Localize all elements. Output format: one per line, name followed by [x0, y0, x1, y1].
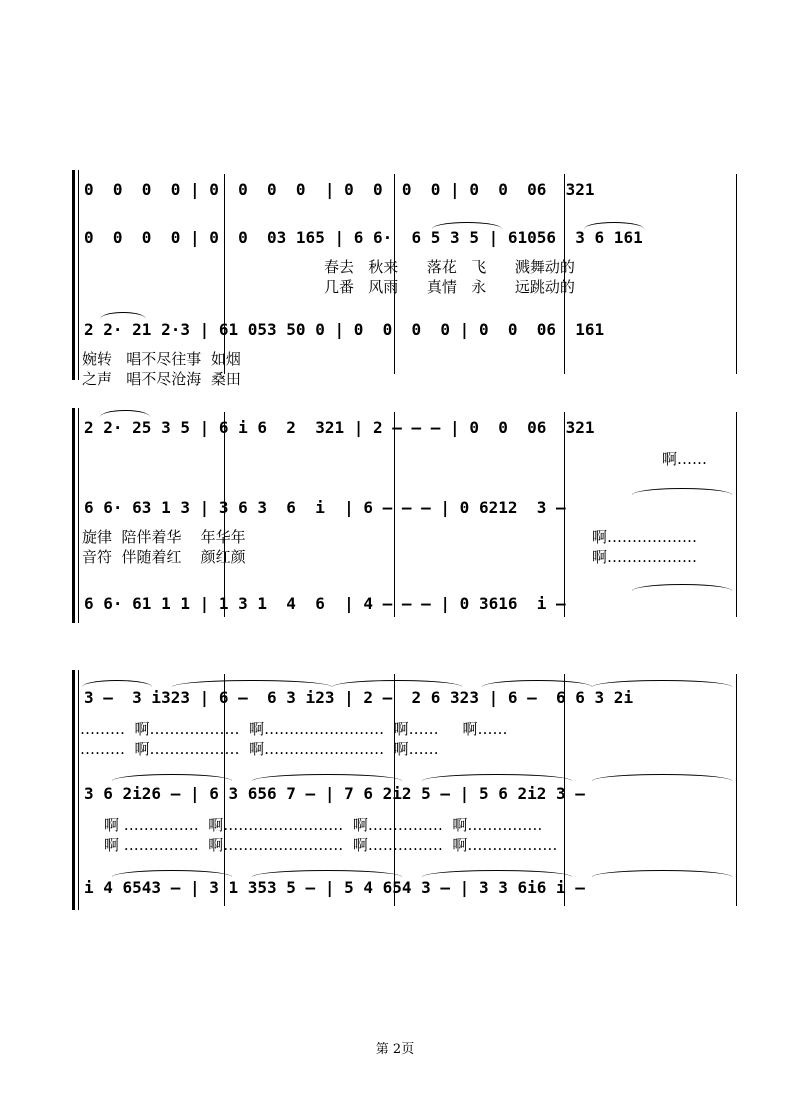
lyric-line: 婉转 唱不尽往事 如烟	[82, 350, 241, 368]
part-3-notes: 6 6· 61 1 1 | 1 3 1 4 6 | 4 — — — | 0 3616 i —	[84, 594, 566, 613]
part-2-notes: 3 6 2i26 — | 6 3 656 7 — | 7 6 2i2 5 — | 5 6 2i2 3 —	[84, 784, 585, 803]
system-1	[72, 170, 742, 400]
system-brace	[72, 408, 75, 623]
lyric-line: 春去 秋来 落花 飞 溅舞动的	[324, 258, 575, 276]
part-2-notes: 6 6· 63 1 3 | 3 6 3 6 i | 6 — — — | 0 6212 3 —	[84, 498, 566, 517]
lyric-line: 啊 …………… 啊…………………… 啊…………… 啊……………	[104, 816, 543, 834]
lyric-line: 之声 唱不尽沧海 桑田	[82, 370, 241, 388]
lyric-line: 旋律 陪伴着华 年华年	[82, 528, 246, 546]
part-1-notes: 2 2· 25 3 5 | 6 i 6 2 321 | 2 — — — | 0 0 06 321	[84, 418, 595, 437]
lyric-line: ……… 啊……………… 啊…………………… 啊…… 啊……	[80, 720, 508, 738]
part-2-notes: 0 0 0 0 | 0 0 03 165 | 6 6· 6 5 3 5 | 61056 3 6 161	[84, 228, 643, 247]
lyric-line: ……… 啊……………… 啊…………………… 啊……	[80, 740, 439, 758]
lyric-line: 几番 风雨 真情 永 远跳动的	[324, 278, 575, 296]
part-1-notes: 0 0 0 0 | 0 0 0 0 | 0 0 0 0 | 0 0 06 321	[84, 180, 595, 199]
lyric-line: 音符 伴随着红 颜红颜	[82, 548, 246, 566]
lyric-line: 啊……	[662, 450, 708, 468]
system-brace	[72, 170, 75, 380]
system-brace	[72, 670, 75, 910]
part-3-notes: i 4 6543 — | 3 1 353 5 — | 5 4 654 3 — | 3 3 6i6 i —	[84, 878, 585, 897]
system-3	[72, 670, 742, 915]
part-1-notes: 3 — 3 i323 | 6 — 6 3 i23 | 2 — 2 6 323 | 6 — 6 6 3 2i	[84, 688, 634, 707]
lyric-line: 啊 …………… 啊…………………… 啊…………… 啊………………	[104, 836, 558, 854]
lyric-line: 啊………………	[592, 528, 698, 546]
lyric-line: 啊………………	[592, 548, 698, 566]
system-2	[72, 408, 742, 628]
page-number: 第 2页	[375, 1042, 415, 1057]
part-3-notes: 2 2· 21 2·3 | 61 053 50 0 | 0 0 0 0 | 0 0 06 161	[84, 320, 605, 339]
